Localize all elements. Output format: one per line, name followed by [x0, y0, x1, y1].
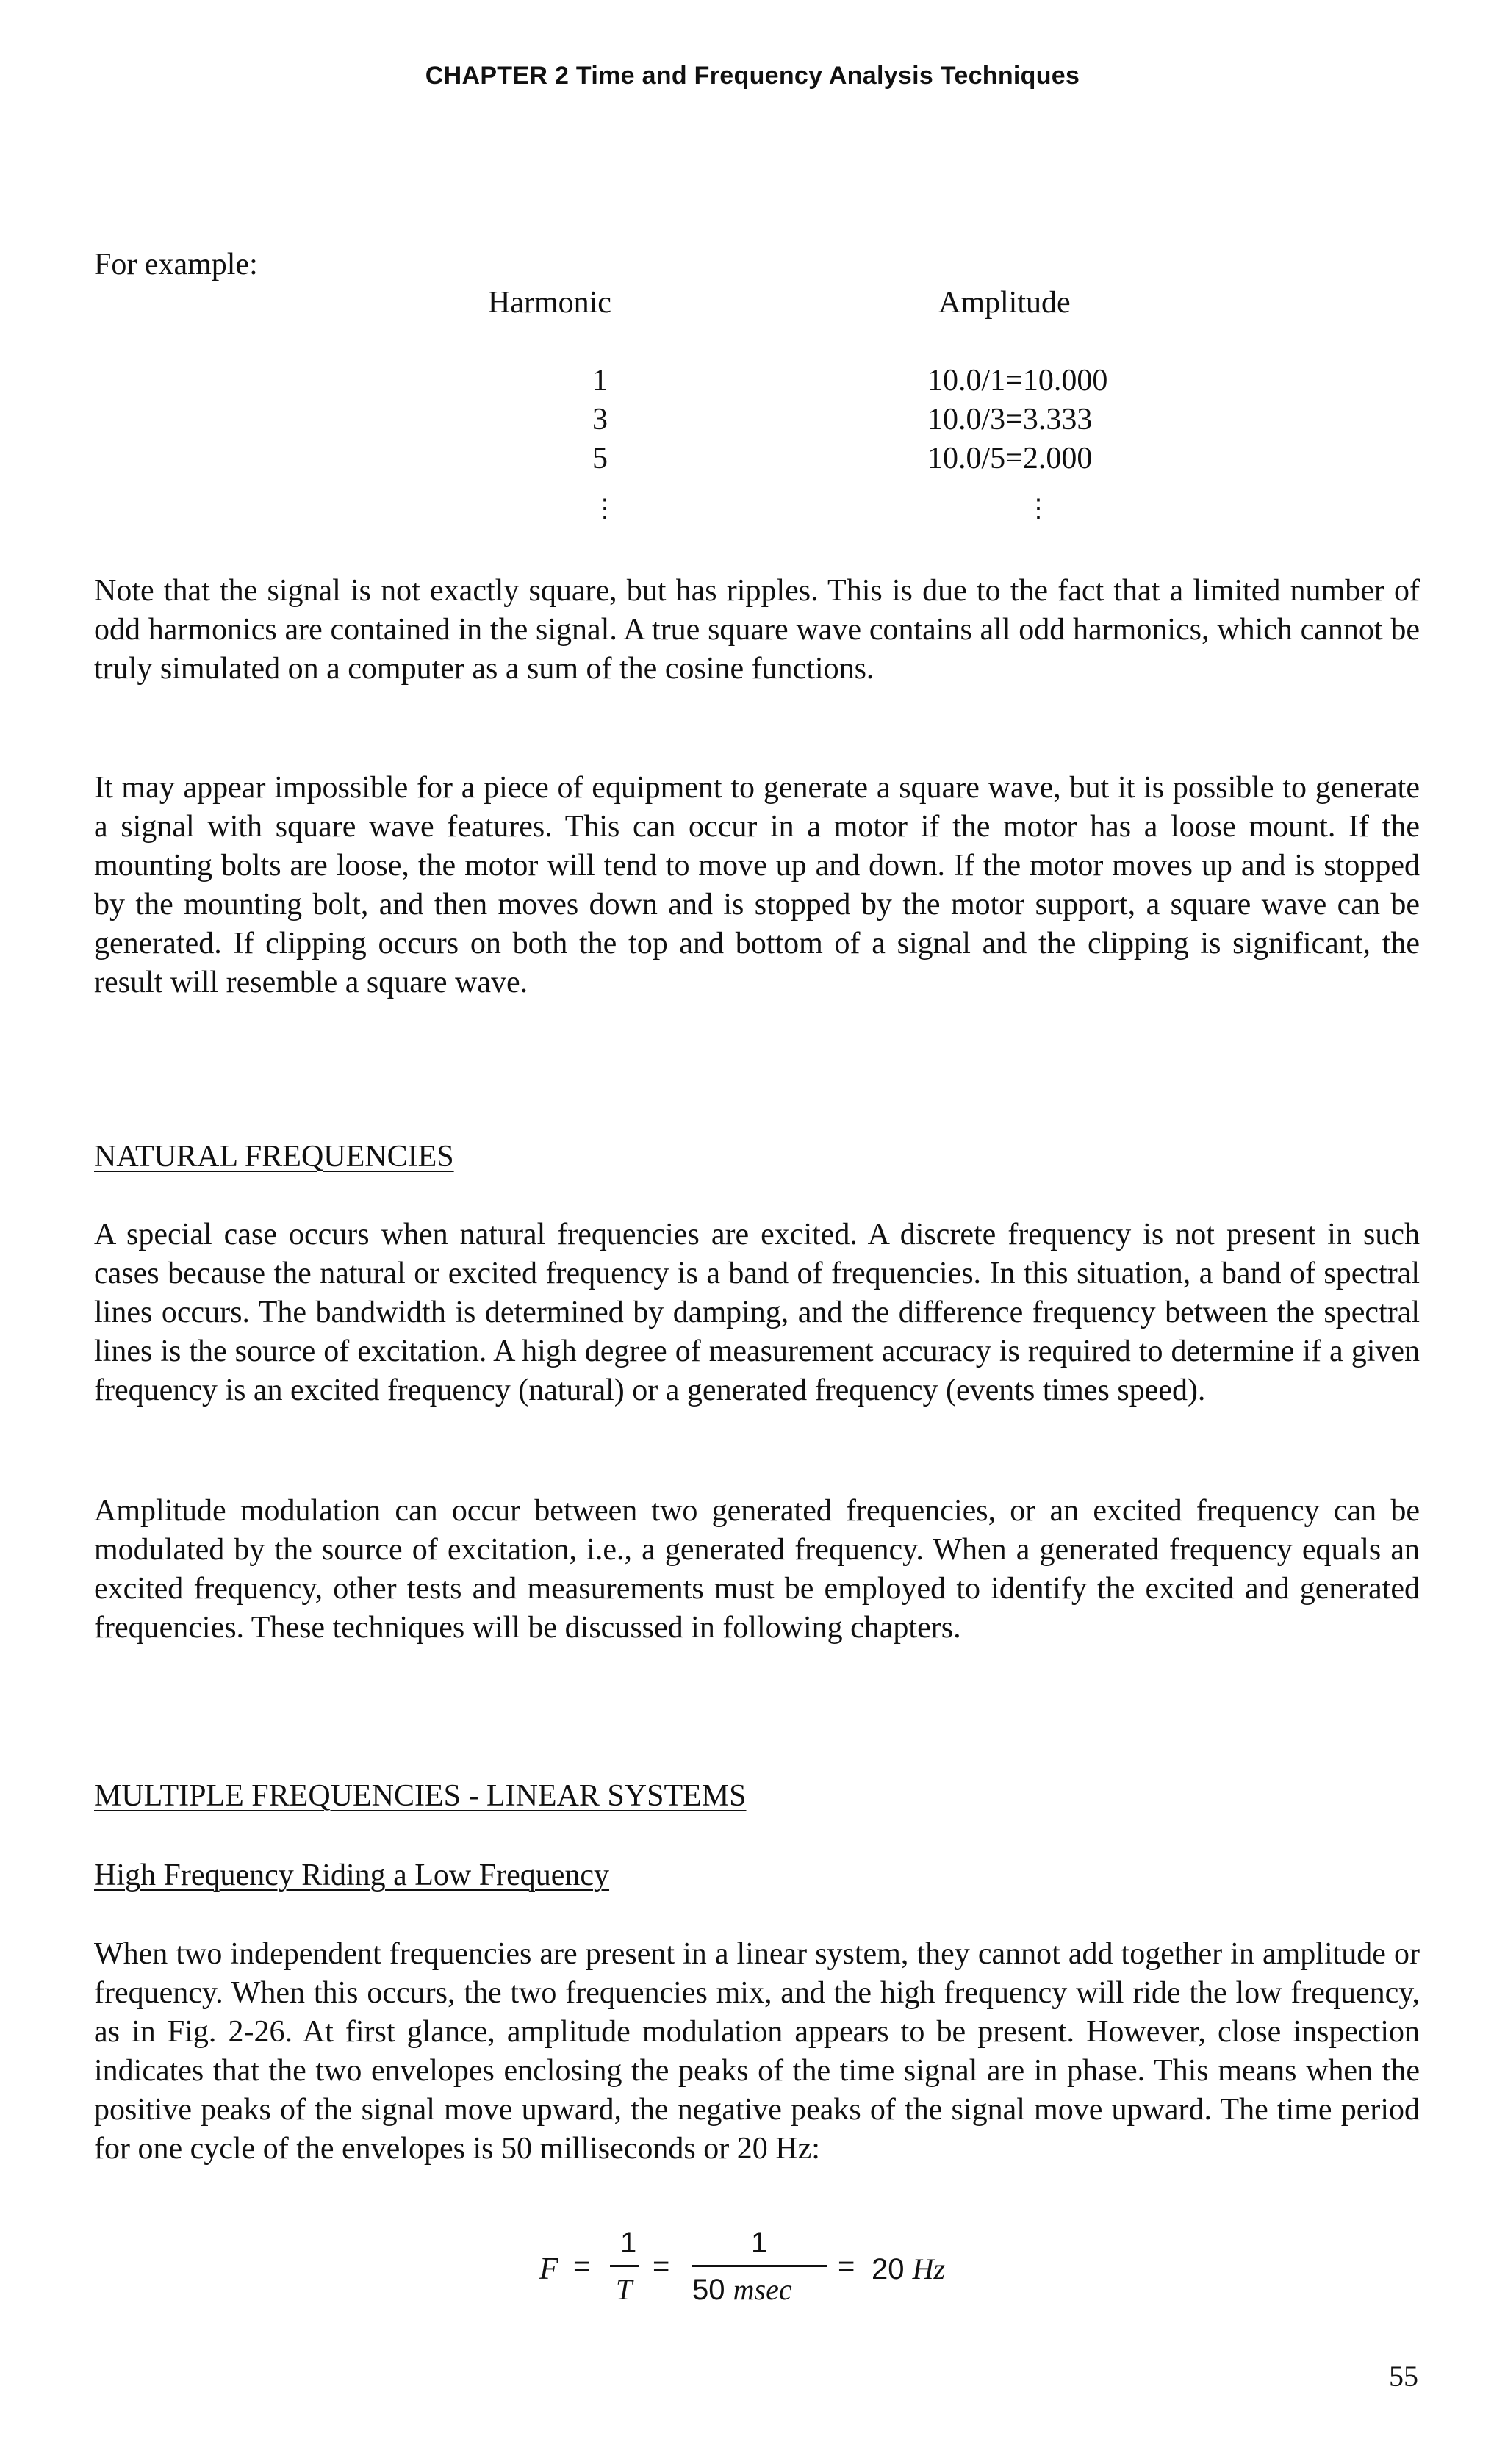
subsection-heading-high-low-frequency: High Frequency Riding a Low Frequency: [94, 1858, 610, 1892]
formula-denominator-2: 50 msec: [692, 2273, 792, 2306]
column-header-harmonic: Harmonic: [488, 286, 611, 320]
amplitude-cell: 10.0/5=2.000: [927, 442, 1093, 475]
paragraph-natural-frequencies: A special case occurs when natural frequencies are excited. A discrete frequency is not present in such cases because the natural or excited frequency is a band of frequencies. In this situation, a band of spectral lines occurs. The bandwidth is determined by damping, and the difference frequency between the spectral lines is the source of excitation. A high degree of measurement accuracy is required to determine if a given frequency is an excited frequency (natural) or a generated frequency (events times speed).: [94, 1218, 1420, 1407]
fraction-bar: [692, 2265, 827, 2267]
formula-numerator-1: 1: [620, 2227, 637, 2259]
amplitude-cell: 10.0/1=10.000: [927, 364, 1108, 398]
paragraph-linear-systems: When two independent frequencies are present in a linear system, they cannot add together in amplitude or frequency. When this occurs, the two frequencies mix, and the high frequency will ride the low frequency, as in Fig. 2-26. At first glance, amplitude modulation appears to be present. However, close inspection indicates that the two envelopes enclosing the peaks of the time signal are in phase. This means when the positive peaks of the signal move upward, the negative peaks of the signal move upward. The time period for one cycle of the envelopes is 50 milliseconds or 20 Hz:: [94, 1937, 1420, 2166]
amplitude-cell: 10.0/3=3.333: [927, 403, 1093, 437]
section-heading-natural-frequencies: NATURAL FREQUENCIES: [94, 1140, 454, 1174]
harmonic-cell: 1: [592, 364, 608, 398]
formula-denominator-1: T: [616, 2273, 633, 2306]
paragraph-square-ripples: Note that the signal is not exactly square, but has ripples. This is due to the fact that a limited number of odd harmonics are contained in the signal. A true square wave contains all odd harmonics, which cannot be truly simulated on a computer as a sum of the cosine functions.: [94, 574, 1420, 686]
column-header-amplitude: Amplitude: [938, 286, 1071, 320]
page-number: 55: [1389, 2360, 1418, 2393]
paragraph-amplitude-modulation: Amplitude modulation can occur between two generated frequencies, or an excited frequency can be modulated by the source of excitation, i.e., a generated frequency. When a generated frequency equals an excited frequency, other tests and measurements must be employed to identify the excited and generated frequencies. These techniques will be discussed in following chapters.: [94, 1494, 1420, 1645]
paragraph-square-wave-generation: It may appear impossible for a piece of equipment to generate a square wave, but it is possible to generate a signal with square wave features. This can occur in a motor if the motor has a loose mount. If the mounting bolts are loose, the motor will tend to move up and down. If the motor moves up and is stopped by the mounting bolt, and then moves down and is stopped by the motor support, a square wave can be generated. If clipping occurs on both the top and bottom of a signal and the clipping is significant, the result will resemble a square wave.: [94, 771, 1420, 999]
amplitude-continuation: ⋮: [1026, 495, 1051, 522]
formula-lhs: F: [539, 2252, 558, 2286]
harmonic-cell: 3: [592, 403, 608, 437]
formula-equals: =: [653, 2250, 670, 2282]
intro-text: For example:: [94, 248, 258, 281]
chapter-header: CHAPTER 2 Time and Frequency Analysis Techniques: [425, 62, 1080, 90]
fraction-bar: [610, 2265, 639, 2267]
formula-equals: =: [838, 2250, 855, 2282]
harmonic-continuation: ⋮: [592, 495, 617, 522]
harmonic-cell: 5: [592, 442, 608, 475]
formula-equals: =: [573, 2250, 591, 2282]
section-heading-multiple-frequencies: MULTIPLE FREQUENCIES - LINEAR SYSTEMS: [94, 1779, 747, 1813]
formula-numerator-2: 1: [751, 2227, 768, 2259]
frequency-formula: [529, 2227, 985, 2315]
formula-result: 20 Hz: [872, 2252, 946, 2285]
